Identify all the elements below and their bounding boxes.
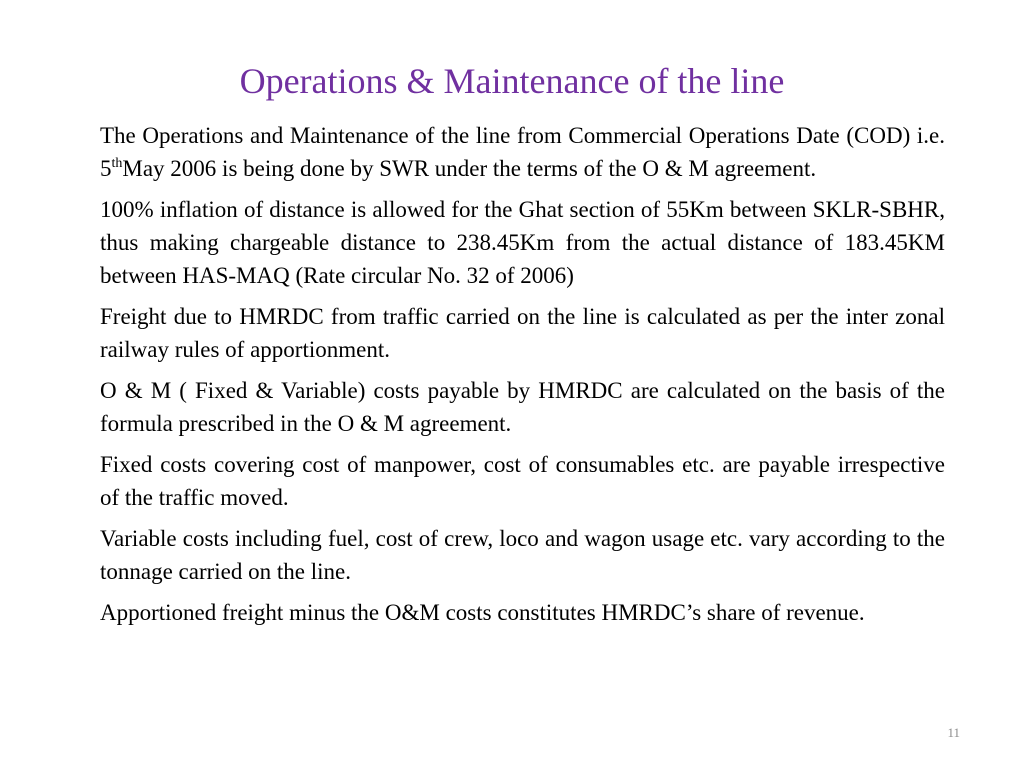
paragraph-om-costs: O & M ( Fixed & Variable) costs payable by HMRDC are calculated on the basis of the formula prescribed in the O & M agreement. <box>100 378 945 436</box>
paragraph-freight: Freight due to HMRDC from traffic carried on the line is calculated as per the inter zonal railway rules of apportionment. <box>100 304 945 362</box>
slide-body <box>100 119 945 637</box>
paragraph-fixed-costs: Fixed costs covering cost of manpower, cost of consumables etc. are payable irrespective of the traffic moved. <box>100 452 945 510</box>
ordinal-suffix: th <box>111 156 123 171</box>
page-number: 11 <box>947 725 960 740</box>
paragraph-cod-text-end: May 2006 is being done by SWR under the terms of the O & M agreement. <box>122 156 817 181</box>
paragraph-variable-costs: Variable costs including fuel, cost of crew, loco and wagon usage etc. vary according to the tonnage carried on the line. <box>100 526 945 584</box>
paragraph-cod-text: The Operations and Maintenance of the line from Commercial Operations Date (COD) i.e. 5 <box>100 123 945 181</box>
slide-title: Operations & Maintenance of the line <box>239 61 785 101</box>
paragraph-cod <box>100 119 945 185</box>
paragraph-distance-inflation: 100% inflation of distance is allowed for the Ghat section of 55Km between SKLR-SBHR, thus making chargeable distance to 238.45Km from the actual distance of 183.45KM between HAS-MAQ (Rate circular No. 32 of 2006) <box>100 197 945 288</box>
paragraph-revenue-share: Apportioned freight minus the O&M costs constitutes HMRDC’s share of revenue. <box>100 600 865 625</box>
